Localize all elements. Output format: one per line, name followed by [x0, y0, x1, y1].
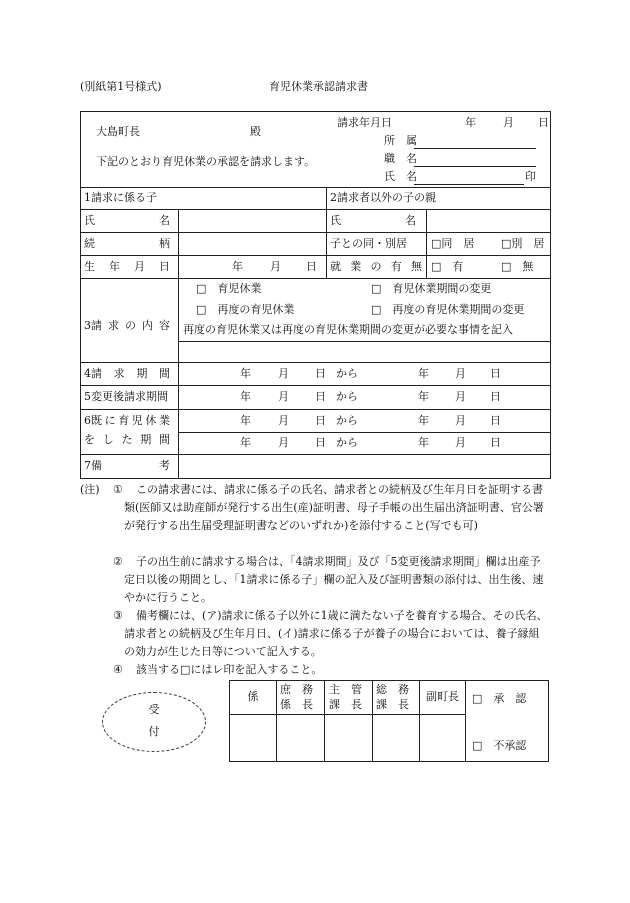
p5-start-month: 月 [278, 390, 289, 404]
p5-from: から [336, 390, 358, 404]
position-line[interactable] [414, 166, 536, 167]
option-childcare-leave[interactable]: □ 育児休業 [196, 282, 262, 295]
p5-end-day: 日 [490, 390, 501, 404]
p4-start-day: 日 [315, 366, 326, 380]
parent-name-field[interactable] [427, 210, 549, 232]
birth-day: 日 [306, 259, 317, 273]
addressee-to: 大島町長 [96, 125, 140, 138]
note-2-text: 子の出生前に請求する場合は、「4請求期間」及び「5変更後請求期間」欄は出産予定日以後の期間とし、「1請求に係る子」欄の記入及び証明書類の添付は、出生後、速やかに行うこと。 [124, 555, 544, 604]
p6b-from: から [336, 435, 358, 449]
section2-heading: 2請求者以外の子の親 [330, 191, 436, 205]
approval-seal-director[interactable] [373, 715, 419, 761]
reception-stamp-area [102, 692, 206, 752]
approval-col-affairs-director-bottom: 課 長 [376, 698, 409, 711]
form-title: 育児休業承認請求書 [269, 80, 368, 93]
notes-section [80, 481, 550, 681]
note-1-number: ① [113, 483, 123, 496]
addressee-honorific: 殿 [250, 125, 261, 138]
department-line[interactable] [414, 148, 536, 149]
child-name-field[interactable] [179, 210, 325, 232]
request-month: 月 [503, 116, 514, 129]
p6a-from: から [336, 413, 358, 427]
p5-end-year: 年 [418, 390, 429, 404]
p5-end-month: 月 [455, 390, 466, 404]
p4-start-month: 月 [278, 366, 289, 380]
reception-line2: 付 [148, 725, 160, 738]
approval-seal-manager[interactable] [325, 715, 372, 761]
approval-col-manager-bottom: 課 長 [329, 698, 362, 711]
p6b-start-day: 日 [315, 435, 326, 449]
child-relation-label: 続 柄 [84, 236, 170, 250]
notes-mark: (注) [80, 483, 100, 496]
request-year: 年 [465, 116, 476, 129]
note-3-text: 備考欄には、(ア)請求に係る子以外に1歳に満たない子を養育する場合、その氏名、請求者との続柄及び生年月日、(イ)請求に係る子が養子の場合においては、養子縁組の効力が生じた日等について記入する。 [124, 609, 548, 658]
request-period-label: 4請 求 期 間 [84, 366, 170, 380]
seal-mark: 印 [525, 170, 536, 183]
department-label: 所 属 [384, 134, 417, 147]
approval-col-affairs-director-top: 総 務 [376, 683, 409, 696]
request-sentence: 下記のとおり育児休業の承認を請求します。 [96, 155, 316, 168]
p6a-start-day: 日 [315, 413, 326, 427]
child-birthdate-label: 生 年 月 日 [84, 259, 170, 273]
cohabit-label: 子との同・別居 [330, 236, 407, 250]
requester-name-label: 氏 名 [384, 170, 417, 183]
note-1-text: この請求書には、請求に係る子の氏名、請求者との続柄及び生年月日を証明する書類(医師又は助産師が発行する出生(産)証明書、母子手帳の出生届出済証明書、官公署が発行する出生届受理証明書などのいずれか)を添付すること(写でも可) [124, 483, 544, 532]
disapprove-checkbox[interactable]: □ 不承認 [472, 739, 527, 752]
requester-name-line[interactable] [414, 184, 524, 185]
employment-yes-checkbox[interactable]: □ 有 [431, 259, 464, 273]
p6a-start-month: 月 [278, 413, 289, 427]
note-4-text: 該当する□にはレ印を記入すること。 [136, 663, 323, 676]
approval-col-general-affairs-chief-top: 庶 務 [280, 683, 313, 696]
p6b-end-year: 年 [418, 435, 429, 449]
option-period-change[interactable]: □ 育児休業期間の変更 [371, 282, 492, 295]
child-name-label: 氏 名 [84, 213, 170, 227]
p6a-start-year: 年 [240, 413, 251, 427]
section1-heading: 1請求に係る子 [84, 191, 157, 205]
remarks-label: 7備 考 [84, 459, 170, 473]
p6b-start-month: 月 [278, 435, 289, 449]
approval-col-general-affairs-chief-bottom: 係 長 [280, 698, 313, 711]
cohabit-same-checkbox[interactable]: □同 居 [431, 236, 475, 250]
request-day: 日 [538, 116, 549, 129]
approval-col-deputy-mayor: 副町長 [426, 690, 459, 704]
parent-name-label: 氏 名 [330, 213, 416, 227]
past-leave-label-line2: を し た 期 間 [84, 432, 170, 446]
p4-start-year: 年 [240, 366, 251, 380]
approval-col-staff: 係 [247, 690, 259, 704]
p6a-end-month: 月 [455, 413, 466, 427]
p5-start-year: 年 [240, 390, 251, 404]
approval-seal-chief[interactable] [277, 715, 324, 761]
reason-field[interactable] [179, 342, 549, 362]
p6a-end-day: 日 [490, 413, 501, 427]
approval-col-manager-top: 主 管 [329, 683, 362, 696]
section3-heading: 3請 求 の 内 容 [84, 318, 170, 332]
form-number: (別紙第1号様式) [80, 80, 162, 93]
option-repeat-period-change[interactable]: □ 再度の育児休業期間の変更 [371, 303, 525, 316]
note-2-number: ② [113, 555, 123, 568]
p4-from: から [336, 366, 358, 380]
employment-no-checkbox[interactable]: □ 無 [501, 259, 534, 273]
p6b-end-day: 日 [490, 435, 501, 449]
p4-end-year: 年 [418, 366, 429, 380]
approve-checkbox[interactable]: □ 承 認 [472, 692, 527, 705]
p6b-end-month: 月 [455, 435, 466, 449]
p4-end-month: 月 [455, 366, 466, 380]
note-4-number: ④ [113, 663, 123, 676]
birth-month: 月 [270, 259, 281, 273]
reason-instruction: 再度の育児休業又は再度の育児休業期間の変更が必要な事情を記入 [183, 323, 513, 336]
p5-start-day: 日 [315, 390, 326, 404]
birth-year: 年 [232, 259, 243, 273]
p6a-end-year: 年 [418, 413, 429, 427]
remarks-field[interactable] [179, 455, 549, 478]
note-3-number: ③ [113, 609, 123, 622]
p4-end-day: 日 [490, 366, 501, 380]
cohabit-separate-checkbox[interactable]: □別 居 [501, 236, 545, 250]
changed-period-label: 5変更後請求期間 [84, 390, 168, 404]
approval-seal-staff[interactable] [230, 715, 276, 761]
past-leave-label-line1: 6既 に 育 児 休 業 [84, 413, 170, 427]
approval-seal-deputy-mayor[interactable] [420, 715, 465, 761]
p6b-start-year: 年 [240, 435, 251, 449]
reception-line1: 受 [148, 703, 160, 716]
request-date-label: 請求年月日 [337, 116, 392, 129]
position-label: 職 名 [384, 152, 417, 165]
employment-label: 就 業 の 有 無 [330, 259, 422, 273]
child-relation-field[interactable] [179, 233, 325, 255]
option-repeat-leave[interactable]: □ 再度の育児休業 [196, 303, 295, 316]
